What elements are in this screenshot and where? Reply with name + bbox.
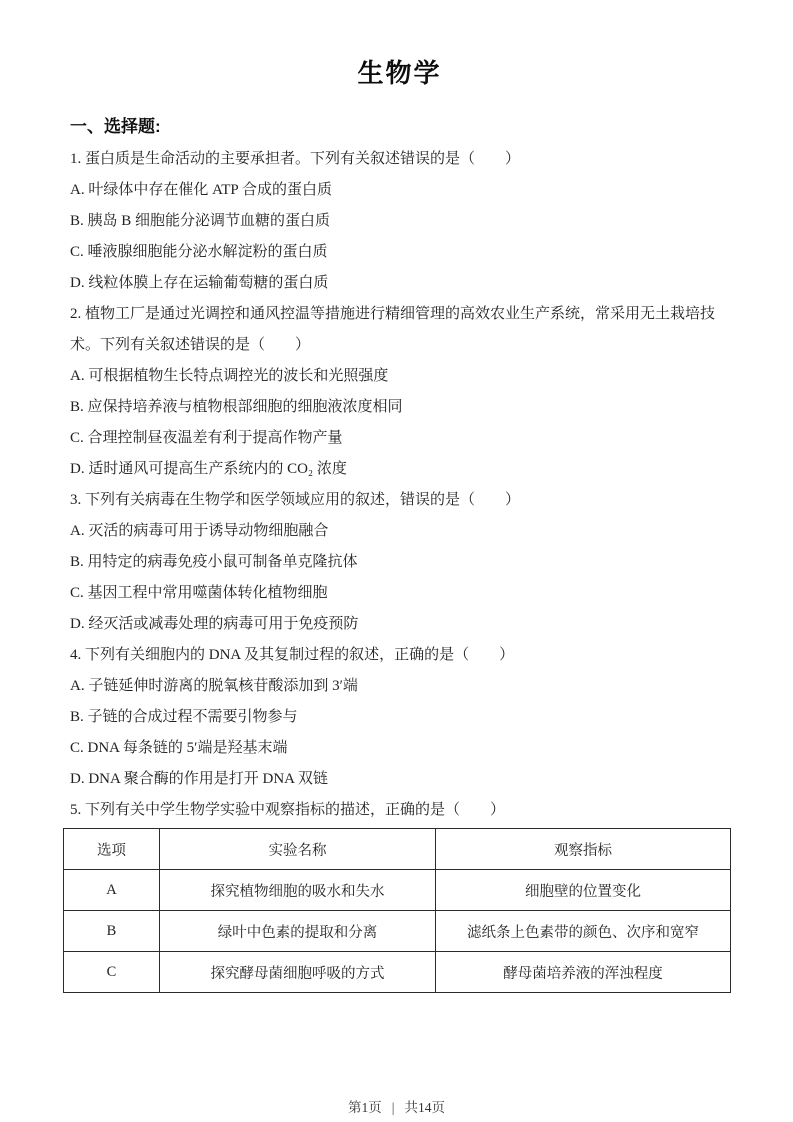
question-4-option-b: B. 子链的合成过程不需要引物参与 [70,709,298,725]
table-header-observation-index: 观察指标 [436,829,731,870]
table-cell-experiment-c: 探究酵母菌细胞呼吸的方式 [160,952,436,993]
table-cell-option-c: C [64,952,160,993]
table-cell-option-b: B [64,911,160,952]
question-4-option-a: A. 子链延伸时游离的脱氧核苷酸添加到 3′端 [70,678,358,694]
page-title: 生物学 [357,58,442,88]
question-4-stem: 4. 下列有关细胞内的 DNA 及其复制过程的叙述，正确的是（ ） [70,647,515,663]
question-1-option-c: C. 唾液腺细胞能分泌水解淀粉的蛋白质 [70,244,328,260]
question-4-option-d: D. DNA 聚合酶的作用是打开 DNA 双链 [70,771,328,787]
question-2-option-c: C. 合理控制昼夜温差有利于提高作物产量 [70,430,343,446]
question-2-option-d: D. 适时通风可提高生产系统内的 CO₂ 浓度 [70,461,347,477]
table-row [64,952,731,993]
question-1-option-b: B. 胰岛 B 细胞能分泌调节血糖的蛋白质 [70,213,331,229]
table-cell-observation-a: 细胞壁的位置变化 [436,870,731,911]
table-header-experiment-name: 实验名称 [160,829,436,870]
question-1-stem: 1. 蛋白质是生命活动的主要承担者。下列有关叙述错误的是（ ） [70,151,521,167]
question-3-option-b: B. 用特定的病毒免疫小鼠可制备单克隆抗体 [70,554,358,570]
footer-current-page: 第1页 [348,1100,382,1115]
table-header-option: 选项 [64,829,160,870]
page-footer [0,1096,793,1116]
table-row [64,870,731,911]
question-2-stem: 2. 植物工厂是通过光调控和通风控温等措施进行精细管理的高效农业生产系统，常采用无土栽培技术。下列有关叙述错误的是（ ） [70,306,716,353]
question-1-option-a: A. 叶绿体中存在催化 ATP 合成的蛋白质 [70,182,332,198]
table-cell-observation-c: 酵母菌培养液的浑浊程度 [436,952,731,993]
table-cell-experiment-b: 绿叶中色素的提取和分离 [160,911,436,952]
experiment-observation-table [63,828,731,993]
question-2-option-a: A. 可根据植物生长特点调控光的波长和光照强度 [70,368,389,384]
table-cell-experiment-a: 探究植物细胞的吸水和失水 [160,870,436,911]
question-3-option-a: A. 灭活的病毒可用于诱导动物细胞融合 [70,523,329,539]
table-cell-observation-b: 滤纸条上色素带的颜色、次序和宽窄 [436,911,731,952]
footer-separator: | [391,1100,395,1115]
section-heading: 一、选择题: [70,117,161,136]
question-2-option-b: B. 应保持培养液与植物根部细胞的细胞液浓度相同 [70,399,403,415]
table-cell-option-a: A [64,870,160,911]
question-3-stem: 3. 下列有关病毒在生物学和医学领域应用的叙述，错误的是（ ） [70,492,521,508]
question-4-option-c: C. DNA 每条链的 5′端是羟基末端 [70,740,288,756]
table-row [64,911,731,952]
question-1-option-d: D. 线粒体膜上存在运输葡萄糖的蛋白质 [70,275,329,291]
question-3-option-c: C. 基因工程中常用噬菌体转化植物细胞 [70,585,328,601]
question-3-option-d: D. 经灭活或减毒处理的病毒可用于免疫预防 [70,616,359,632]
footer-total-pages: 共14页 [404,1100,445,1115]
question-5-stem: 5. 下列有关中学生物学实验中观察指标的描述，正确的是（ ） [70,802,506,818]
table-header-row [64,829,731,870]
